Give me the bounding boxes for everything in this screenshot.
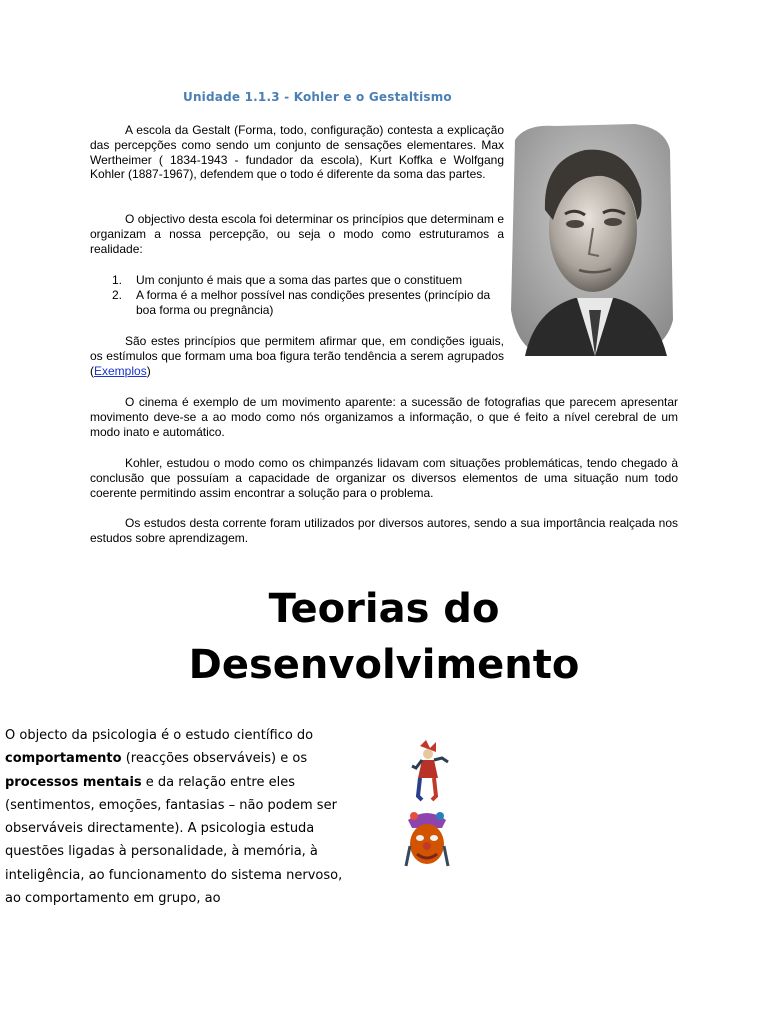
list-item [112,288,502,318]
paragraph-psychology [5,724,360,910]
paragraph-cinema: O cinema é exemplo de um movimento aparente: a sucessão de fotografias que parecem apresentar movimento deve-se a ao modo como nós organizamos a informação, o que é feito a nível cerebral de um modo inato e automático. [90,395,678,439]
principles-list [112,273,502,317]
paragraph-kohler: Kohler, estudou o modo como os chimpanzés lidavam com situações problemáticas, tendo chegado à conclusão que possuíam a capacidade de organizar os diversos elementos de uma situação num todo coerente permitindo assim encontrar a solução para o problema. [90,456,678,500]
paragraph-gestalt-intro: A escola da Gestalt (Forma, todo, configuração) contesta a explicação das percepções como sendo um conjunto de sensações elementares. Max Wertheimer ( 1834-1943 - fundador da escola), Kurt Koffka e Wolfgang Kohler (1887-1967), defendem que o todo é diferente da soma das partes. [90,123,504,182]
clown-face-image [402,806,452,870]
title-line: Desenvolvimento [188,642,580,688]
page-title [0,582,768,694]
list-number: 2. [112,287,123,302]
exemplos-link[interactable]: Exemplos [94,363,147,378]
list-number: 1. [112,273,123,287]
kohler-portrait-image [505,120,675,358]
paragraph-text: São estes princípios que permitem afirmar que, em condições iguais, os estímulos que formam uma boa figura terão tendência a serem agrupados ( [90,334,504,378]
list-item-text: A forma é a melhor possível nas condições presentes (princípio da boa forma ou pregnância) [136,287,491,317]
paragraph-text: e da relação entre eles (sentimentos, emoções, fantasias – não podem ser observáveis directamente). A psicologia estuda questões ligadas à personalidade, à memória, à inteligência, ao funcionamento do sistema nervoso, ao comportamento em grupo, ao [5,774,343,907]
paragraph-principles [90,334,504,378]
bold-term: comportamento [5,751,122,767]
jester-figure-image [406,738,452,804]
paragraph-text: O objecto da psicologia é o estudo científico do [5,728,314,743]
title-line: Teorias do [268,586,500,632]
section-heading: Unidade 1.1.3 - Kohler e o Gestaltismo [183,90,452,104]
paragraph-text: ) [146,363,151,378]
list-item [112,273,502,288]
bold-term: processos mentais [5,774,142,790]
paragraph-objective: O objectivo desta escola foi determinar os princípios que determinam e organizam a nossa percepção, ou seja o modo como estruturamos a realidade: [90,212,504,256]
list-item-text: Um conjunto é mais que a soma das partes que o constituem [136,273,463,287]
paragraph-text: (reacções observáveis) e os [121,751,308,767]
paragraph-studies: Os estudos desta corrente foram utilizados por diversos autores, sendo a sua importância realçada nos estudos sobre aprendizagem. [90,516,678,545]
